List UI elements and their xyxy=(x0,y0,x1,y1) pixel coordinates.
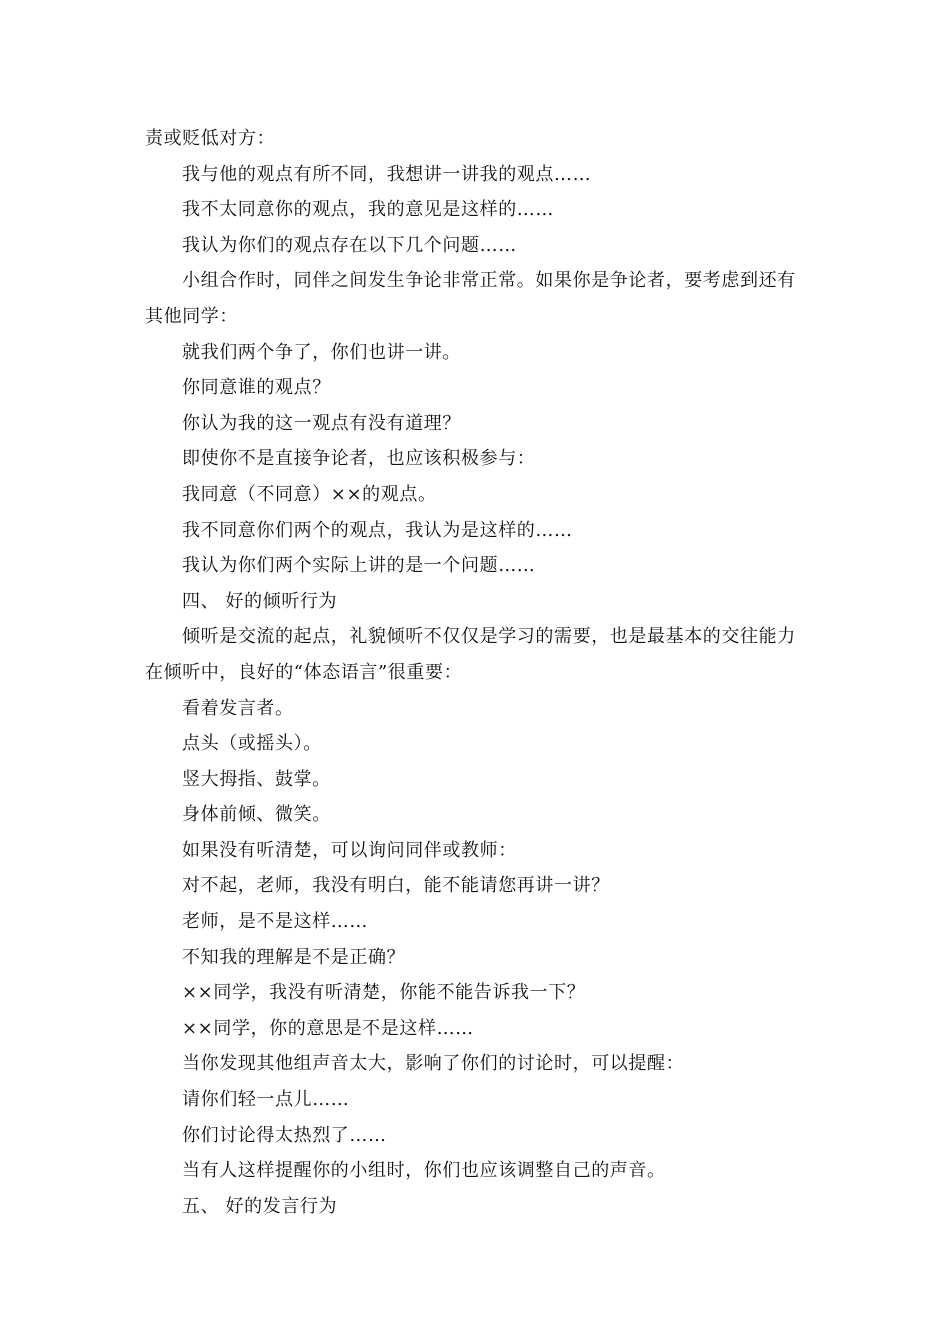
text-line: 老师，是不是这样…… xyxy=(182,911,368,933)
text-line: 你认为我的这一观点有没有道理？ xyxy=(182,412,461,434)
text-line: ××同学，我没有听清楚，你能不能告诉我一下？ xyxy=(182,982,586,1004)
text-line: 如果没有听清楚，可以询问同伴或教师： xyxy=(182,839,517,861)
text-line: 我认为你们的观点存在以下几个问题…… xyxy=(182,234,517,256)
text-line: 我认为你们两个实际上讲的是一个问题…… xyxy=(182,555,536,577)
text-line: ××同学，你的意思是不是这样…… xyxy=(182,1017,474,1039)
text-line: 我同意（不同意）××的观点。 xyxy=(182,483,437,505)
text-line: 当有人这样提醒你的小组时，你们也应该调整自己的声音。 xyxy=(182,1160,666,1182)
text-line: 竖大拇指、鼓掌。 xyxy=(182,768,331,790)
text-line: 在倾听中，良好的“体态语言”很重要： xyxy=(145,661,463,683)
text-line: 我不太同意你的观点，我的意见是这样的…… xyxy=(182,199,554,221)
text-line: 你们讨论得太热烈了…… xyxy=(182,1124,387,1146)
text-line: 四、 好的倾听行为 xyxy=(182,590,338,612)
text-line: 点头（或摇头）。 xyxy=(182,733,322,755)
text-line: 你同意谁的观点？ xyxy=(182,377,331,399)
document-body xyxy=(145,121,810,1224)
text-line: 请你们轻一点儿…… xyxy=(182,1089,350,1111)
text-line: 对不起，老师，我没有明白，能不能请您再讲一讲？ xyxy=(182,875,610,897)
text-line: 身体前倾、微笑。 xyxy=(182,804,331,826)
text-line: 小组合作时，同伴之间发生争论非常正常。如果你是争论者，要考虑到还有 xyxy=(182,270,796,292)
text-line: 即使你不是直接争论者，也应该积极参与： xyxy=(182,448,536,470)
text-line: 我与他的观点有所不同，我想讲一讲我的观点…… xyxy=(182,163,592,185)
text-line: 不知我的理解是不是正确？ xyxy=(182,946,406,968)
text-line: 当你发现其他组声音太大，影响了你们的讨论时，可以提醒： xyxy=(182,1053,685,1075)
text-line: 责或贬低对方： xyxy=(145,128,276,149)
text-line: 就我们两个争了，你们也讲一讲。 xyxy=(182,341,461,363)
text-line: 我不同意你们两个的观点，我认为是这样的…… xyxy=(182,519,573,541)
text-line: 倾听是交流的起点，礼貌倾听不仅仅是学习的需要，也是最基本的交往能力 xyxy=(182,626,796,648)
text-line: 五、 好的发言行为 xyxy=(182,1195,338,1217)
text-line: 看着发言者。 xyxy=(182,697,294,719)
text-line: 其他同学： xyxy=(145,305,238,327)
